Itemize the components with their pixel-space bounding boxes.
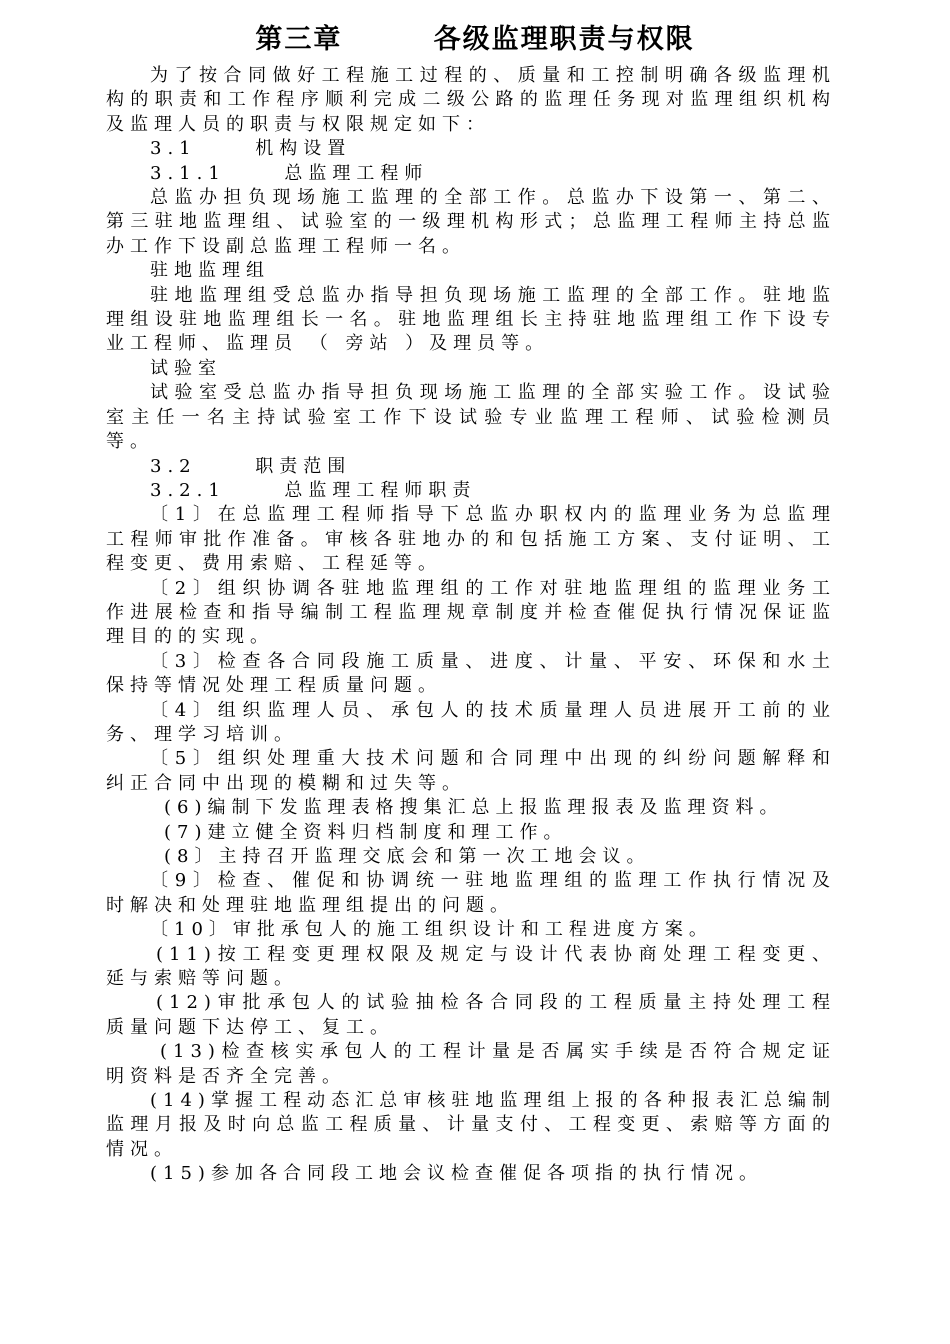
paragraph-zongjian: 总监办担负现场施工监理的全部工作。总监办下设第一、第二、第三驻地监理组、试验室的一级理机构形式；总监理工程师主持总监办工作下设副总监理工程师一名。: [106, 187, 836, 257]
section-heading-3-2: 3.2 职责范围: [150, 455, 352, 477]
list-item: 〔10〕审批承包人的施工组织设计和工程进度方案。: [150, 919, 713, 941]
list-item: (11)按工程变更理权限及规定与设计代表协商处理工程变更、延与索赔等问题。: [106, 943, 836, 990]
heading-shiyan: 试验室: [150, 357, 222, 379]
list-item: 〔3〕检查各合同段施工质量、进度、计量、平安、环保和水土保持等情况处理工程质量问题。: [106, 650, 836, 697]
intro-paragraph: 为了按合同做好工程施工过程的、质量和工控制明确各级监理机构的职责和工作程序顺利完成二级公路的监理任务现对监理组织机构及监理人员的职责与权限规定如下：: [106, 65, 836, 135]
heading-zhudi: 驻地监理组: [150, 260, 270, 282]
list-item: (14)掌握工程动态汇总审核驻地监理组上报的各种报表汇总编制监理月报及时向总监工程质量、计量支付、工程变更、索赔等方面的情况。: [106, 1090, 836, 1160]
document-body: [106, 64, 836, 1187]
list-item: 〔2〕组织协调各驻地监理组的工作对驻地监理组的监理业务工作进展检查和指导编制工程监理规章制度并检查催促执行情况保证监理目的的实现。: [106, 577, 836, 648]
list-item: (13)检查核实承包人的工程计量是否属实手续是否符合规定证明资料是否齐全完善。: [106, 1041, 836, 1087]
list-item: (8〕主持召开监理交底会和第一次工地会议。: [164, 846, 651, 867]
list-item: (15)参加各合同段工地会议检查催促各项指的执行情况。: [150, 1163, 763, 1185]
list-item: (7)建立健全资料归档制度和理工作。: [164, 821, 568, 843]
list-item: (12)审批承包人的试验抽检各合同段的工程质量主持处理工程质量问题下达停工、复工。: [106, 992, 836, 1038]
paragraph-shiyan: 试验室受总监办指导担负现场施工监理的全部实验工作。设试验室主任一名主持试验室工作下设试验专业监理工程师、试验检测员等。: [106, 382, 836, 453]
list-item: 〔4〕组织监理人员、承包人的技术质量理人员进展开工前的业务、理学习培训。: [106, 699, 836, 745]
paragraph-zhudi: 驻地监理组受总监办指导担负现场施工监理的全部工作。驻地监理组设驻地监理组长一名。驻地监理组长主持驻地监理组工作下设专业工程师、监理员 （ 旁站 ）及理员等。: [106, 284, 836, 355]
section-heading-3-1: 3.1 机构设置: [150, 138, 352, 160]
section-heading-3-1-1: 3.1.1 总监理工程师: [150, 162, 429, 184]
list-item: 〔9〕检查、催促和协调统一驻地监理组的监理工作执行情况及时解决和处理驻地监理组提出的问题。: [106, 870, 836, 916]
list-item: 〔1〕在总监理工程师指导下总监办职权内的监理业务为总监理工程师审批作准备。审核各驻地办的和包括施工方案、支付证明、工程变更、费用索赔、工程延等。: [106, 504, 836, 575]
section-heading-3-2-1: 3.2.1 总监理工程师职责: [150, 479, 477, 501]
list-item: (6)编制下发监理表格搜集汇总上报监理报表及监理资料。: [164, 797, 784, 819]
list-item: 〔5〕组织处理重大技术问题和合同理中出现的纠纷问题解释和纠正合同中出现的模糊和过失等。: [106, 748, 836, 794]
chapter-title: 第三章 各级监理职责与权限: [255, 24, 695, 55]
